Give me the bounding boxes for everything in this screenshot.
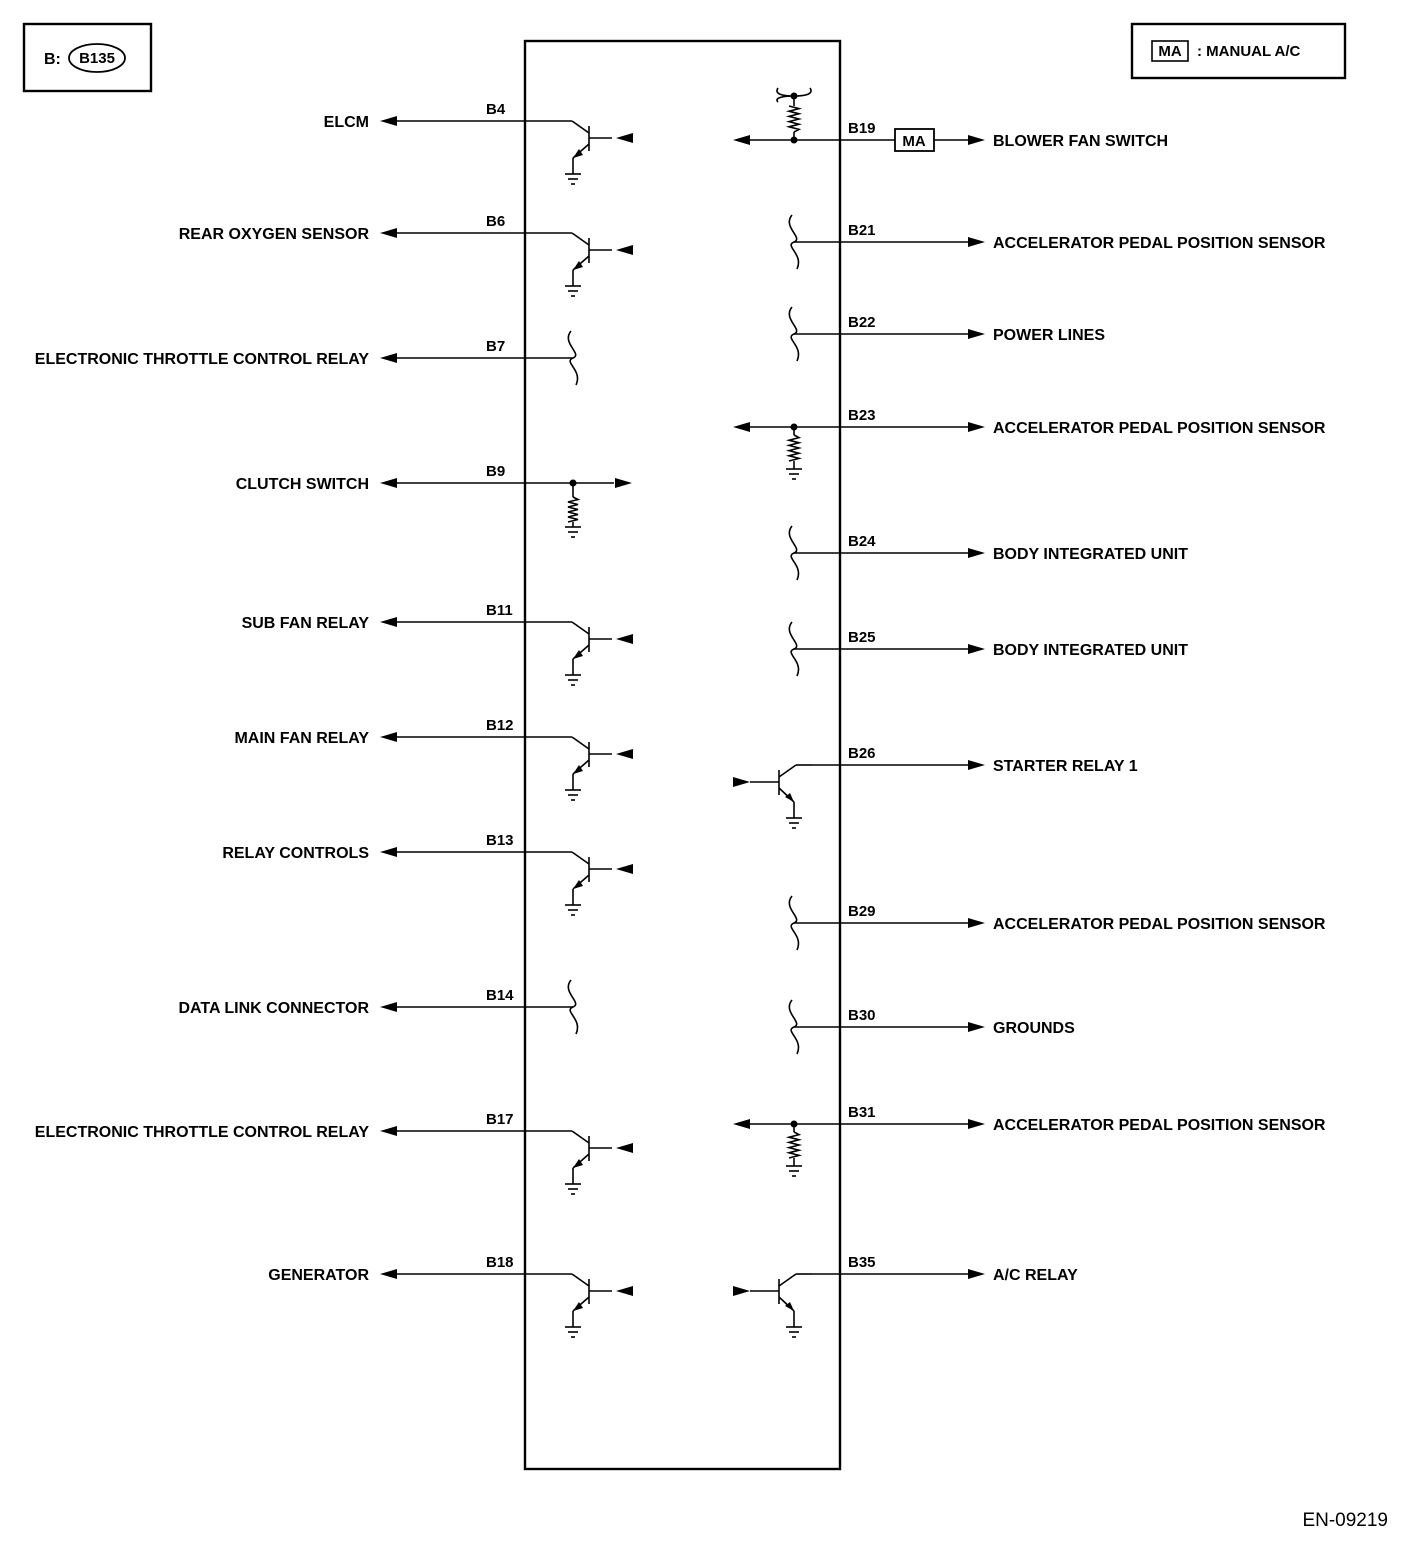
pin-number: B17 [486, 1111, 514, 1128]
terminal-b7 [35, 331, 578, 385]
arrow-icon [380, 732, 397, 742]
arrow-icon [968, 1269, 985, 1279]
ground-icon [565, 675, 581, 685]
terminal-label: ACCELERATOR PEDAL POSITION SENSOR [993, 916, 1326, 933]
terminal-label: BLOWER FAN SWITCH [993, 133, 1169, 150]
terminal-label: DATA LINK CONNECTOR [178, 1000, 369, 1017]
pin-number: B18 [486, 1254, 514, 1271]
terminal-label: BODY INTEGRATED UNIT [993, 642, 1188, 659]
arrow-icon [616, 1286, 633, 1296]
arrow-icon [615, 478, 632, 488]
terminal-label: A/C RELAY [993, 1267, 1078, 1284]
terminals [35, 88, 1326, 1337]
terminal-label: ELECTRONIC THROTTLE CONTROL RELAY [34, 1124, 369, 1141]
ground-icon [786, 469, 802, 479]
terminal-label: RELAY CONTROLS [222, 845, 369, 862]
terminal-b18 [268, 1254, 633, 1337]
ma-tag: MA [902, 133, 926, 150]
terminal-label: ACCELERATOR PEDAL POSITION SENSOR [993, 420, 1326, 437]
resistor-icon [789, 106, 799, 132]
pin-number: B19 [848, 120, 876, 137]
terminal-label: ELCM [323, 114, 369, 131]
arrow-icon [380, 353, 397, 363]
connector-code: B135 [79, 50, 115, 67]
ground-icon [565, 1327, 581, 1337]
connector-reference [24, 24, 151, 91]
arrow-icon [616, 133, 633, 143]
terminal-label: MAIN FAN RELAY [234, 730, 369, 747]
arrow-icon [616, 634, 633, 644]
terminal-label: GROUNDS [993, 1020, 1075, 1037]
arrow-icon [616, 864, 633, 874]
terminal-label: REAR OXYGEN SENSOR [178, 226, 369, 243]
legend-text: : MANUAL A/C [1197, 43, 1301, 60]
terminal-label: CLUTCH SWITCH [235, 476, 369, 493]
terminal-b14 [178, 980, 577, 1034]
arrow-icon [968, 329, 985, 339]
transistor-icon [565, 1274, 633, 1337]
pin-number: B24 [848, 533, 876, 550]
pin-number: B14 [486, 987, 514, 1004]
terminal-b35 [733, 1254, 1078, 1337]
pin-number: B22 [848, 314, 876, 331]
arrow-icon [380, 478, 397, 488]
arrow-icon [733, 1119, 750, 1129]
pin-number: B25 [848, 629, 876, 646]
ground-icon [786, 1166, 802, 1176]
pin-number: B12 [486, 717, 514, 734]
terminal-b29 [789, 896, 1326, 950]
ground-icon [565, 790, 581, 800]
ground-icon [565, 905, 581, 915]
terminal-b6 [179, 213, 633, 296]
terminal-label: POWER LINES [993, 327, 1106, 344]
pin-number: B13 [486, 832, 514, 849]
arrow-icon [733, 777, 750, 787]
pin-number: B35 [848, 1254, 876, 1271]
pin-number: B29 [848, 903, 876, 920]
terminal-b24 [789, 526, 1188, 580]
arrow-icon [968, 644, 985, 654]
pin-number: B31 [848, 1104, 876, 1121]
arrow-icon [733, 1286, 750, 1296]
pin-number: B23 [848, 407, 876, 424]
ground-icon [565, 286, 581, 296]
terminal-label: BODY INTEGRATED UNIT [993, 546, 1188, 563]
transistor-icon [565, 737, 633, 800]
transistor-icon [733, 765, 812, 828]
arrow-icon [380, 847, 397, 857]
terminal-b23 [733, 407, 1326, 479]
connector-prefix: B: [44, 51, 61, 68]
arrow-icon [380, 1126, 397, 1136]
pin-number: B30 [848, 1007, 876, 1024]
arrow-icon [380, 116, 397, 126]
terminal-label: GENERATOR [268, 1267, 369, 1284]
arrow-icon [616, 245, 633, 255]
terminal-b12 [234, 717, 633, 800]
arrow-icon [968, 1119, 985, 1129]
legend [1132, 24, 1345, 78]
terminal-b9 [236, 463, 632, 537]
pin-number: B7 [486, 338, 506, 355]
arrow-icon [380, 1269, 397, 1279]
figure-id: EN-09219 [1302, 1510, 1388, 1531]
resistor-icon [789, 1132, 799, 1158]
arrow-icon [380, 228, 397, 238]
ground-icon [786, 1327, 802, 1337]
terminal-b30 [789, 1000, 1075, 1054]
arrow-icon [616, 1143, 633, 1153]
ground-icon [565, 527, 581, 537]
arrow-icon [968, 422, 985, 432]
pin-number: B26 [848, 745, 876, 762]
terminal-b31 [733, 1104, 1326, 1176]
terminal-b17 [35, 1111, 633, 1194]
terminal-b21 [789, 215, 1326, 269]
terminal-b4 [324, 101, 633, 184]
arrow-icon [968, 1022, 985, 1032]
terminal-b22 [789, 307, 1105, 361]
transistor-icon [565, 622, 633, 685]
transistor-icon [733, 1274, 812, 1337]
resistor-icon [789, 435, 799, 461]
terminal-label: ACCELERATOR PEDAL POSITION SENSOR [993, 235, 1326, 252]
terminal-b11 [242, 602, 633, 685]
arrow-icon [733, 422, 750, 432]
arrow-icon [968, 548, 985, 558]
terminal-label: ACCELERATOR PEDAL POSITION SENSOR [993, 1117, 1326, 1134]
arrow-icon [380, 617, 397, 627]
terminal-label: ELECTRONIC THROTTLE CONTROL RELAY [34, 351, 369, 368]
arrow-icon [380, 1002, 397, 1012]
arrow-icon [968, 237, 985, 247]
transistor-icon [565, 852, 633, 915]
ground-icon [786, 818, 802, 828]
arrow-icon [968, 918, 985, 928]
terminal-b13 [222, 832, 633, 915]
resistor-icon [568, 497, 578, 522]
arrow-icon [616, 749, 633, 759]
ground-icon [565, 1184, 581, 1194]
pin-number: B9 [486, 463, 506, 480]
transistor-icon [565, 121, 633, 184]
pin-number: B11 [486, 602, 513, 619]
pin-number: B4 [486, 101, 506, 118]
arrow-icon [968, 135, 985, 145]
terminal-label: STARTER RELAY 1 [993, 758, 1138, 775]
ecm-box [525, 41, 840, 1469]
terminal-b25 [789, 622, 1188, 676]
arrow-icon [733, 135, 750, 145]
terminal-b26 [733, 745, 1138, 828]
transistor-icon [565, 233, 633, 296]
pin-number: B6 [486, 213, 506, 230]
transistor-icon [565, 1131, 633, 1194]
legend-code: MA [1158, 43, 1182, 60]
ground-icon [565, 174, 581, 184]
pin-number: B21 [848, 222, 876, 239]
terminal-label: SUB FAN RELAY [241, 615, 369, 632]
terminal-b19 [733, 88, 1168, 151]
arrow-icon [968, 760, 985, 770]
